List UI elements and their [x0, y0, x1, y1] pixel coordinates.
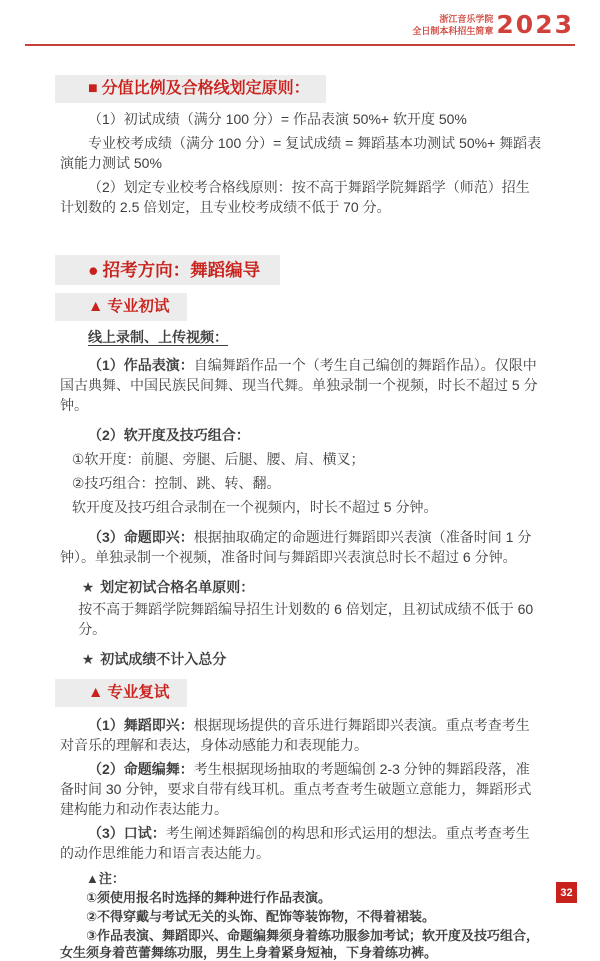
- section-title-score-principles: 分值比例及合格线划定原则：: [101, 80, 310, 97]
- paragraph-lead: （1）舞蹈即兴：: [88, 717, 194, 733]
- star-note-text: 初试成绩不计入总分: [100, 651, 227, 667]
- square-bullet-icon: ■: [88, 80, 98, 97]
- section-title-retest: 专业复试: [107, 684, 170, 701]
- star-icon: ★: [81, 651, 95, 667]
- header-divider: [25, 44, 575, 46]
- note-text: ①须使用报名时选择的舞种进行作品表演。: [86, 890, 332, 905]
- note-text: ③作品表演、舞蹈即兴、命题编舞须身着练功服参加考试；软开度及技巧组合，女生须身着芭蕾舞练功服，男生上身着紧身短袖，下身着练功裤。: [60, 928, 540, 960]
- triangle-bullet-icon: ▲: [88, 684, 104, 701]
- paragraph-text: 根据现场提供的音乐进行舞蹈即兴表演。重点考查考生对音乐的理解和表达，身体动感能力和表现能力。: [60, 717, 530, 753]
- paragraph-flexibility-line2: [60, 473, 543, 493]
- paragraph-retest-oral: [60, 823, 543, 863]
- paragraph-exam-score: [60, 133, 543, 173]
- triangle-bullet-icon: ▲: [88, 298, 104, 315]
- masthead: [412, 10, 574, 39]
- paragraph-lead: （3）命题即兴：: [88, 529, 194, 545]
- paragraph-text: （2）划定专业校考合格线原则：按不高于舞蹈学院舞蹈学（师范）招生计划数的 2.5 倍划定，且专业校考成绩不低于 70 分。: [60, 179, 530, 215]
- paragraph-text: 按不高于舞蹈学院舞蹈编导招生计划数的 6 倍划定，且初试成绩不低于 60 分。: [78, 601, 534, 637]
- masthead-text: [412, 13, 493, 37]
- note-item-3: [60, 928, 543, 961]
- section-header-score-principles: [55, 75, 326, 103]
- subtitle-online-recording: [60, 327, 543, 347]
- notes-title-text: 注：: [98, 871, 125, 886]
- section-header-preliminary: [55, 293, 187, 321]
- note-text: ②不得穿戴与考试无关的头饰、配饰等装饰物，不得着裙装。: [86, 909, 436, 924]
- masthead-year: 2023: [496, 10, 574, 39]
- paragraph-retest-choreography: [60, 759, 543, 819]
- subtitle-text: 线上录制、上传视频：: [88, 329, 228, 345]
- section-header-direction: [55, 255, 280, 285]
- paragraph-retest-improv: [60, 715, 543, 755]
- section-title-direction: 招考方向：舞蹈编导: [102, 260, 261, 280]
- paragraph-text: 考生根据现场抽取的考题编创 2-3 分钟的舞蹈段落，准备时间 30 分钟，要求自带有线耳机。重点考查考生破题立意能力，舞蹈形式建构能力和动作表达能力。: [60, 761, 532, 817]
- paragraph-text: 考生阐述舞蹈编创的构思和形式运用的想法。重点考查考生的动作思维能力和语言表达能力。: [60, 825, 530, 861]
- paragraph-lead: （1）作品表演：: [88, 357, 194, 373]
- paragraph-preliminary-score: [60, 109, 543, 129]
- circle-bullet-icon: ●: [88, 260, 99, 280]
- star-rule-title: [60, 577, 543, 597]
- paragraph-lead: （3）口试：: [88, 825, 166, 841]
- paragraph-flexibility-lead: [60, 425, 543, 445]
- paragraph-improvisation: [60, 527, 543, 567]
- paragraph-text: 自编舞蹈作品一个（考生自己编创的舞蹈作品）。仅限中国古典舞、中国民族民间舞、现当代舞。单独录制一个视频，时长不超过 5 分钟。: [60, 357, 538, 413]
- paragraph-flexibility-line1: [60, 449, 543, 469]
- paragraph-passline-principle: [60, 177, 543, 217]
- paragraph-text: （1）初试成绩（满分 100 分）= 作品表演 50%+ 软开度 50%: [88, 111, 467, 127]
- masthead-line1: 浙江音乐学院: [439, 13, 494, 24]
- note-item-1: [60, 890, 543, 907]
- paragraph-text: ②技巧组合：控制、跳、转、翻。: [71, 475, 281, 491]
- page-number: 32: [560, 886, 573, 899]
- paragraph-text: 软开度及技巧组合录制在一个视频内，时长不超过 5 分钟。: [71, 499, 438, 515]
- section-header-retest: [55, 679, 187, 707]
- paragraph-lead: （2）命题编舞：: [88, 761, 194, 777]
- paragraph-text: ①软开度：前腿、旁腿、后腿、腰、肩、横叉；: [71, 451, 365, 467]
- paragraph-text: 根据抽取确定的命题进行舞蹈即兴表演（准备时间 1 分钟）。单独录制一个视频，准备时间与舞蹈即兴表演总时长不超过 6 分钟。: [60, 529, 532, 565]
- triangle-note-icon: ▲: [86, 871, 99, 886]
- masthead-line2: 全日制本科招生简章: [412, 25, 494, 36]
- star-rule-text: [60, 599, 543, 639]
- paragraph-text: 专业校考成绩（满分 100 分）= 复试成绩 = 舞蹈基本功测试 50%+ 舞蹈表演能力测试 50%: [60, 135, 542, 171]
- paragraph-flexibility-line3: [60, 497, 543, 517]
- note-item-2: [60, 909, 543, 926]
- page-number-badge: [556, 882, 577, 903]
- star-note-total-score: [60, 649, 543, 669]
- star-rule-title-text: 划定初试合格名单原则：: [100, 579, 255, 595]
- section-title-preliminary: 专业初试: [107, 298, 170, 315]
- paragraph-work-performance: [60, 355, 543, 415]
- content: [60, 72, 543, 961]
- notes-title: [60, 871, 543, 888]
- star-icon: ★: [81, 579, 95, 595]
- paragraph-lead: （2）软开度及技巧组合：: [88, 427, 250, 443]
